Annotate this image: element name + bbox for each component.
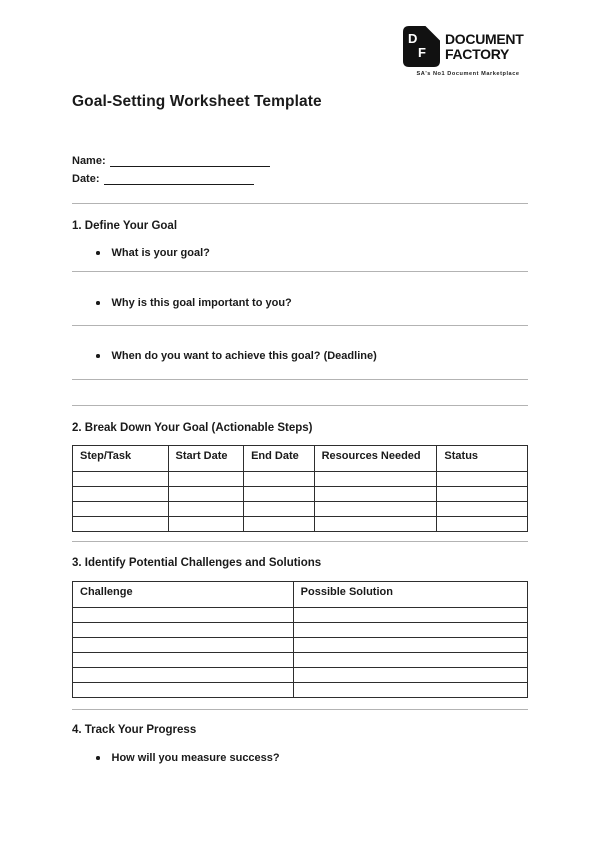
empty-cell [73,608,294,623]
section-1-heading: 1. Define Your Goal [72,220,178,232]
empty-cell [437,517,528,532]
table-row [73,472,528,487]
logo-word-document: DOCUMENT [445,31,524,47]
logo-word-factory: FACTORY [445,45,510,62]
empty-cell [73,683,294,698]
logo-tagline: SA's No1 Document Marketplace [416,71,520,77]
empty-cell [314,517,437,532]
empty-cell [314,472,437,487]
empty-cell [73,668,294,683]
section-3-heading: 3. Identify Potential Challenges and Solutions [72,557,322,569]
answer-line [72,325,528,326]
name-fill-line [110,154,270,167]
question-measure-success [72,751,528,765]
column-header-end-date: End Date [244,446,315,472]
date-fill-line [104,172,254,185]
empty-cell [73,653,294,668]
section-4-heading: 4. Track Your Progress [72,724,197,736]
column-header-possible-solution: Possible Solution [293,582,527,608]
svg-text:F: F [418,45,426,60]
action-steps-table [72,445,528,532]
bullet-icon [96,756,100,760]
question-text: What is your goal? [111,247,210,259]
empty-cell [244,487,315,502]
column-header-start-date: Start Date [168,446,244,472]
empty-cell [314,502,437,517]
table-row [73,638,528,653]
table-header-row [73,446,528,472]
page-title: Goal-Setting Worksheet Template [72,93,322,110]
empty-cell [73,638,294,653]
empty-cell [73,502,169,517]
table-row [73,517,528,532]
question-what-is-your-goal [72,246,528,260]
empty-cell [437,472,528,487]
empty-cell [437,502,528,517]
column-header-status: Status [437,446,528,472]
empty-cell [73,472,169,487]
section-divider [72,709,528,710]
question-text: When do you want to achieve this goal? (Deadline) [111,350,377,362]
empty-cell [73,517,169,532]
empty-cell [293,668,527,683]
empty-cell [314,487,437,502]
table-row [73,608,528,623]
empty-cell [73,623,294,638]
name-field-row [72,149,528,167]
table-row [73,668,528,683]
empty-cell [293,683,527,698]
table-row [73,623,528,638]
empty-cell [437,487,528,502]
empty-cell [168,502,244,517]
date-field-row [72,167,528,185]
section-divider [72,203,528,204]
section-2-heading: 2. Break Down Your Goal (Actionable Steps) [72,422,313,434]
table-header-row [73,582,528,608]
section-divider [72,541,528,542]
column-header-step-task: Step/Task [73,446,169,472]
bullet-icon [96,354,100,358]
question-text: Why is this goal important to you? [111,297,292,309]
table-row [73,487,528,502]
empty-cell [293,608,527,623]
date-label: Date: [72,173,100,185]
empty-cell [168,487,244,502]
empty-cell [168,517,244,532]
empty-cell [244,502,315,517]
answer-line [72,405,528,406]
answer-line [72,379,528,380]
table-row [73,502,528,517]
bullet-icon [96,251,100,255]
empty-cell [293,638,527,653]
svg-text:D: D [408,31,418,46]
empty-cell [73,487,169,502]
empty-cell [293,623,527,638]
question-text: How will you measure success? [111,752,280,764]
column-header-challenge: Challenge [73,582,294,608]
question-why-important [72,296,528,310]
empty-cell [244,472,315,487]
table-row [73,683,528,698]
answer-line [72,271,528,272]
name-label: Name: [72,155,106,167]
empty-cell [244,517,315,532]
table-row [73,653,528,668]
challenges-solutions-table [72,581,528,698]
bullet-icon [96,301,100,305]
question-deadline [72,349,528,363]
column-header-resources-needed: Resources Needed [314,446,437,472]
empty-cell [168,472,244,487]
empty-cell [293,653,527,668]
